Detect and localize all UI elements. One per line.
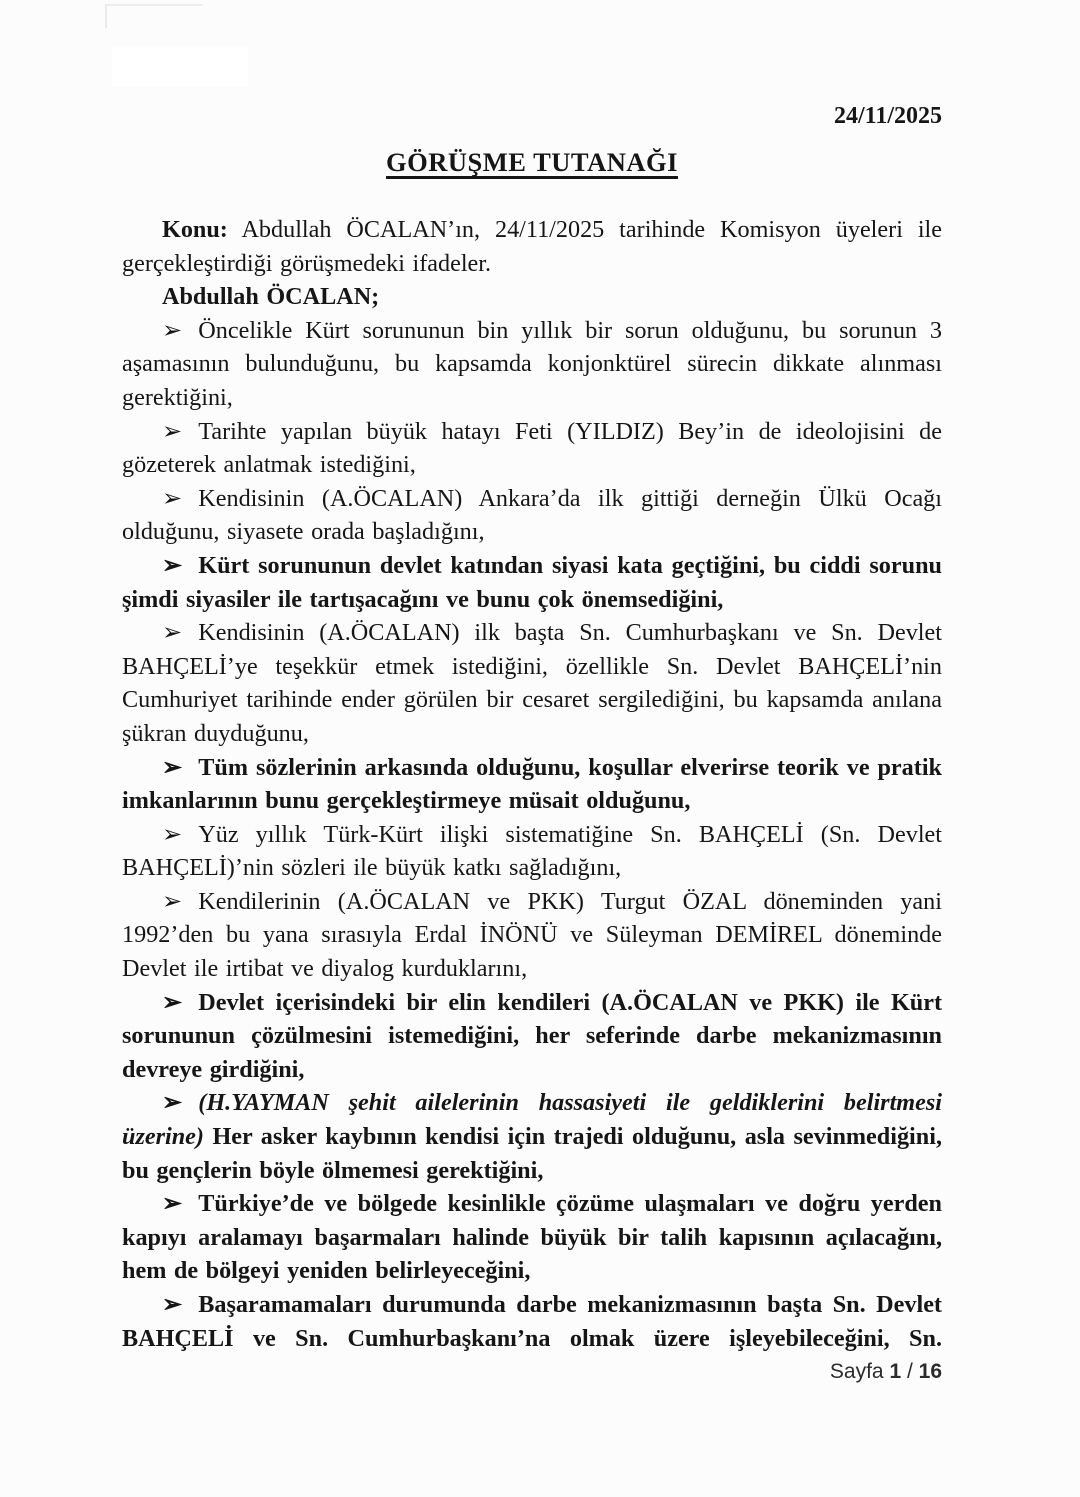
speaker-name: Abdullah ÖCALAN; [162,283,380,311]
document-date: 24/11/2025 [833,103,942,129]
document-body [122,213,942,1355]
bullet-text: Öncelikle Kürt sorununun bin yıllık bir sorun olduğunu, bu sorunun 3 aşamasının bulunduğunu, bu kapsamda konjonktürel sürecin dikkate alınması gerektiğini, [122,316,942,411]
page-title-text: GÖRÜŞME TUTANAĞI [386,147,678,177]
footer-separator: / [901,1360,919,1383]
document-content [122,100,942,1355]
bullet-item [122,885,942,986]
bullet-text: Kendisinin (A.ÖCALAN) ilk başta Sn. Cumhurbaşkanı ve Sn. Devlet BAHÇELİ’ye teşekkür etmek istediğini, özellikle Sn. Devlet BAHÇELİ’nin Cumhuriyet tarihinde ender görülen bir cesaret sergilediğini, bu kapsamda anılana şükran duyduğunu, [122,619,942,747]
bullet-marker-icon: ➢ [162,484,183,512]
bullet-text: Her asker kaybının kendisi için trajedi olduğunu, asla sevinmediğini, bu gençlerin böyle ölmemesi gerektiğini, [122,1123,942,1184]
bullet-item [122,314,942,415]
bullet-marker-icon: ➢ [162,417,183,445]
bullet-text: Yüz yıllık Türk-Kürt ilişki sistematiğine Sn. BAHÇELİ (Sn. Devlet BAHÇELİ)’nin sözleri ile büyük katkı sağladığını, [122,820,942,882]
bullet-item [122,616,942,750]
bullet-list [122,314,942,1355]
bullet-text: Kendilerinin (A.ÖCALAN ve PKK) Turgut ÖZAL döneminden yani 1992’den bu yana sırasıyla Erdal İNÖNÜ ve Süleyman DEMİREL döneminde Devlet ile irtibat ve diyalog kurduklarını, [122,887,942,983]
bullet-item [122,986,942,1087]
bullet-marker-icon: ➢ [162,753,183,781]
bullet-text: Kürt sorununun devlet katından siyasi kata geçtiğini, bu ciddi sorunu şimdi siyasiler ile tartışacağını ve bunu çok önemsediğini, [122,551,942,613]
footer-label: Sayfa [829,1360,890,1383]
bullet-marker-icon: ➢ [162,1190,183,1218]
bullet-marker-icon: ➢ [162,551,183,579]
bullet-marker-icon: ➢ [162,316,183,344]
bullet-marker-icon: ➢ [162,820,183,848]
bullet-item [122,1288,942,1355]
topic-label: Konu: [162,216,228,243]
topic-text: Abdullah ÖCALAN’ın, 24/11/2025 tarihinde Komisyon üyeleri ile gerçekleştirdiği görüşmedeki ifadeler. [122,216,942,277]
footer-total-pages: 16 [918,1360,942,1383]
page-title [122,145,942,179]
bullet-marker-icon: ➢ [162,619,183,647]
bullet-marker-icon: ➢ [162,1089,183,1117]
bullet-marker-icon: ➢ [162,988,183,1016]
scan-artifact-line [105,4,203,28]
bullet-item [122,818,942,885]
bullet-marker-icon: ➢ [162,887,183,915]
bullet-item [122,1086,942,1187]
bullet-marker-icon: ➢ [162,1291,183,1318]
topic-paragraph [122,213,942,280]
bullet-text: Tüm sözlerinin arkasında olduğunu, koşullar elverirse teorik ve pratik imkanlarının bunu gerçekleştirmeye müsait olduğunu, [122,753,942,815]
bullet-text: (H.YAYMAN şehit ailelerinin hassasiyeti ile geldiklerini belirtmesi üzerine) [122,1089,942,1151]
bullet-text: Devlet içerisindeki bir elin kendileri (A.ÖCALAN ve PKK) ile Kürt sorununun çözülmesini istemediğini, her seferinde darbe mekanizmasının devreye girdiğini, [122,988,942,1083]
bullet-item [122,549,942,616]
bullet-item [122,751,942,818]
bullet-item [122,415,942,482]
scan-artifact-patch [112,47,248,87]
bullet-text: Kendisinin (A.ÖCALAN) Ankara’da ilk gittiği derneğin Ülkü Ocağı olduğunu, siyasete orada başladığını, [122,484,942,546]
bullet-item [122,1187,942,1288]
bullet-text: Tarihte yapılan büyük hatayı Feti (YILDIZ) Bey’in de ideolojisini de gözeterek anlatmak istediğini, [122,417,942,479]
page-footer [830,1358,942,1386]
bullet-item [122,482,942,549]
footer-page-number: 1 [889,1360,902,1383]
bullet-text: Başaramamaları durumunda darbe mekanizmasının başta Sn. Devlet BAHÇELİ ve Sn. Cumhurbaşkanı’na olmak üzere işleyebileceğini, Sn. [122,1291,942,1352]
bullet-text: Türkiye’de ve bölgede kesinlikle çözüme ulaşmaları ve doğru yerden kapıyı aralamayı başarmaları halinde büyük bir talih kapısının açılacağını, hem de bölgeyi yeniden belirleyeceğini, [122,1190,942,1285]
